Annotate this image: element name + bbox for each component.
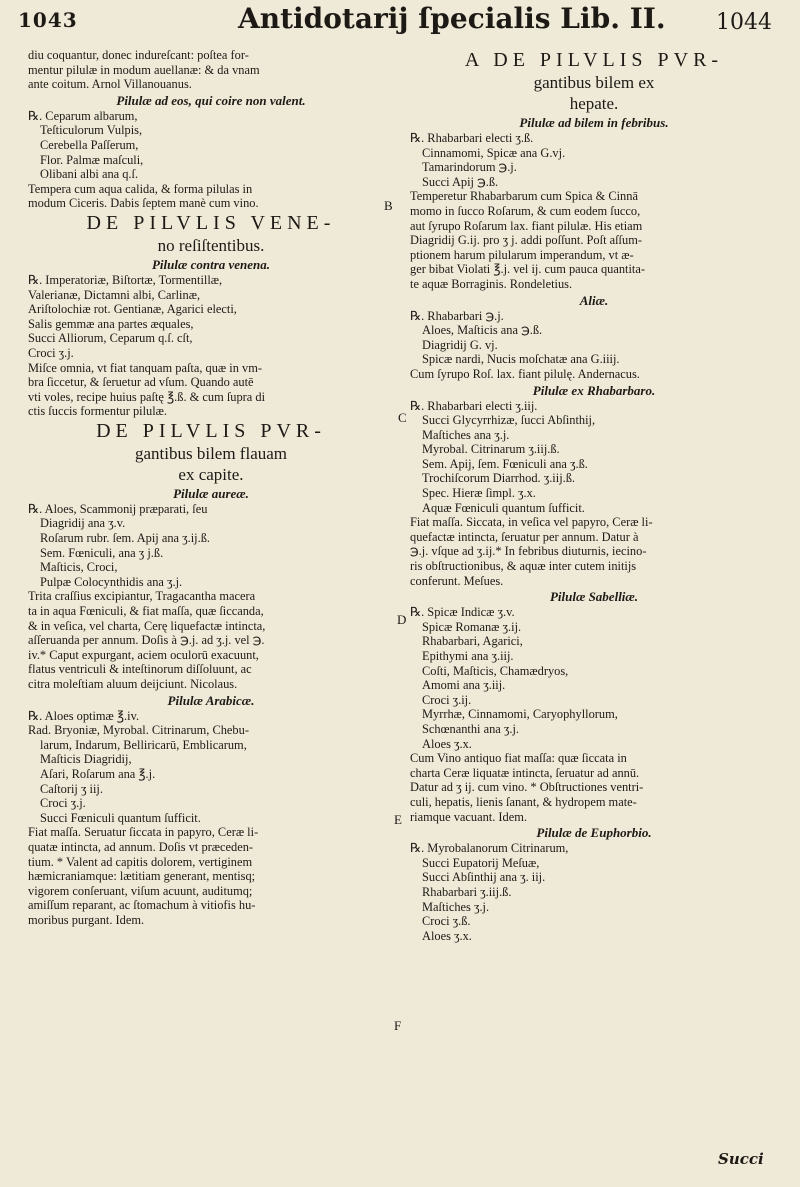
- margin-letter-e: E: [394, 812, 402, 827]
- left-column-line: Tempera cum aqua calida, & forma pilulas in: [28, 181, 253, 196]
- left-column-line: Sem. Fœniculi, ana ʒ j.ß.: [40, 545, 164, 560]
- right-column-line: Croci ʒ.ij.: [422, 692, 472, 707]
- left-column-line: Flor. Palmæ maſculi,: [40, 152, 144, 167]
- right-column-line: Cinnamomi, Spicæ ana G.vj.: [422, 145, 566, 160]
- left-column-line: Pilulæ ad eos, qui coire non valent.: [116, 92, 306, 108]
- left-column-line: ℞. Aloes optimæ ℥.iv.: [28, 708, 140, 723]
- right-column-line: Succi Eupatorij Meſuæ,: [422, 855, 540, 870]
- left-column-line: Trita craſſius excipiantur, Tragacantha macera: [28, 589, 256, 604]
- left-column-line: Diagridij ana ʒ.v.: [40, 516, 126, 531]
- left-column-line: ℞. Ceparum albarum,: [28, 108, 138, 123]
- left-column-line: Maſticis, Croci,: [40, 560, 118, 575]
- right-column-line: hepate.: [569, 94, 619, 113]
- right-column-line: Spec. Hieræ ſimpl. ʒ.x.: [422, 486, 536, 501]
- right-column-line: Pilulæ ad bilem in febribus.: [519, 115, 669, 130]
- right-column-line: Croci ʒ.ß.: [422, 914, 471, 929]
- right-column-line: Aquæ Fœniculi quantum ſufficit.: [422, 500, 585, 515]
- left-column-line: ex capite.: [178, 464, 244, 484]
- right-column-line: Epithymi ana ʒ.iij.: [422, 649, 514, 663]
- left-column-line: tium. * Valent ad capitis dolorem, vertiginem: [28, 854, 253, 869]
- left-column-line: vigorem conſeruant, viſum acuunt, auditumq;: [28, 883, 253, 898]
- left-column-line: ante coitum. Arnol Villanouanus.: [28, 77, 192, 92]
- left-column-line: & in veſica, vel charta, Cerę liquefactæ intincta,: [28, 618, 266, 633]
- right-column-line: Sem. Apij, ſem. Fœniculi ana ʒ.ß.: [422, 456, 588, 471]
- right-column-line: Pilulæ de Euphorbio.: [536, 825, 652, 841]
- right-column-line: riamque vacuant. Idem.: [410, 809, 527, 824]
- right-column-line: Schœnanthi ana ʒ.j.: [422, 721, 520, 736]
- right-column-line: A DE PILVLIS PVR-: [464, 49, 724, 71]
- left-column-line: Pilulæ Arabicæ.: [167, 692, 255, 708]
- right-column-line: Aloes ʒ.x.: [422, 928, 472, 943]
- right-column-line: ℞. Spicæ Indicæ ʒ.v.: [410, 605, 515, 620]
- left-column-line: Pilulæ aureæ.: [173, 485, 249, 501]
- right-column-line: Spicæ Romanæ ʒ.ij.: [422, 619, 522, 634]
- right-column-line: aut ſyrupo Roſarum lax. fiant pilulæ. His etiam: [410, 218, 643, 233]
- left-column-line: Caſtorij ʒ iij.: [40, 781, 103, 796]
- right-column-line: Rhabarbari ʒ.iij.ß.: [422, 884, 512, 899]
- left-column-line: ℞. Aloes, Scammonij præparati, ſeu: [28, 501, 208, 516]
- page-number-left: 1043: [18, 8, 78, 32]
- left-column-line: Roſarum rubr. ſem. Apij ana ʒ.ij.ß.: [40, 531, 210, 546]
- left-column-line: Croci ʒ.j.: [40, 796, 86, 811]
- right-column-line: Myrobal. Citrinarum ʒ.iij.ß.: [422, 442, 560, 457]
- right-column-line: ℞. Rhabarbari ℈.j.: [410, 308, 504, 323]
- right-column-line: Aliæ.: [579, 292, 609, 308]
- left-column-line: hæmicraniamque: lætitiam generant, mentisq;: [28, 869, 256, 884]
- right-column-line: Amomi ana ʒ.iij.: [422, 678, 506, 693]
- right-column-line: Maſtiches ana ʒ.j.: [422, 427, 510, 442]
- right-column-line: Succi Glycyrrhizæ, ſucci Abſinthij,: [422, 413, 596, 428]
- left-column-line: aſſeruanda per annum. Doſis à ℈.j. ad ʒ.j. vel ℈.: [28, 633, 265, 648]
- left-column-line: ctis ſuccis formentur pilulæ.: [28, 404, 168, 419]
- left-column-line: mentur pilulæ in modum auellanæ: & da vnam: [28, 62, 260, 77]
- right-column-line: Fiat maſſa. Siccata, in veſica vel papyro, Ceræ li-: [410, 515, 653, 530]
- right-column-line: Aloes ʒ.x.: [422, 736, 472, 751]
- right-column-line: quefactæ intincta, ſeruatur per annum. Datur à: [410, 529, 639, 544]
- right-column-line: ris obſtructionibus, & aquæ inter cutem initijs: [410, 559, 637, 574]
- left-column-line: larum, Indarum, Belliricarū, Emblicarum,: [40, 737, 247, 752]
- right-column-line: Cum ſyrupo Roſ. lax. fiant pilulę. Andernacus.: [410, 366, 640, 381]
- page-number-right: 1044: [716, 10, 772, 35]
- margin-letter-d: D: [397, 612, 407, 627]
- right-column-line: charta Ceræ liquatæ intincta, ſeruatur ad annū.: [410, 765, 640, 780]
- left-column-line: iv.* Caput expurgant, aciem oculorū exacuunt,: [28, 647, 259, 662]
- left-column-line: Pilulæ contra venena.: [151, 256, 271, 272]
- left-column-line: moribus purgant. Idem.: [28, 912, 145, 927]
- running-title: Antidotarij ſpecialis Lib. II.: [238, 2, 666, 35]
- left-column-line: Olibani albi ana q.ſ.: [40, 167, 139, 182]
- left-column-line: Fiat maſſa. Seruatur ſiccata in papyro, Ceræ li-: [28, 825, 259, 840]
- left-column-line: Pulpæ Colocynthidis ana ʒ.j.: [40, 574, 183, 589]
- right-column-line: Aloes, Maſticis ana ℈.ß.: [422, 323, 543, 338]
- left-column-line: ℞. Imperatoriæ, Biſtortæ, Tormentillæ,: [28, 272, 223, 287]
- right-column-line: te aquæ Borraginis. Rondeletius.: [410, 276, 573, 291]
- right-column-line: Myrrhæ, Cinnamomi, Caryophyllorum,: [422, 707, 618, 722]
- left-column-line: Aſari, Roſarum ana ℥.j.: [40, 766, 156, 781]
- left-column-line: bra ſiccetur, & ſeruetur ad vſum. Quando autē: [28, 375, 254, 390]
- left-column-line: modum Ciceris. Dabis ſeptem manè cum vino.: [28, 196, 259, 211]
- left-column-line: citra moleſtiam aluum deijciunt. Nicolaus.: [28, 677, 238, 691]
- left-column-line: no reſiſtentibus.: [157, 235, 265, 255]
- left-column-line: Ariſtolochiæ rot. Gentianæ, Agarici electi,: [28, 302, 237, 317]
- right-column-line: Pilulæ ex Rhabarbaro.: [532, 382, 656, 398]
- left-column-line: vti voles, recipe huius paſtę ℥.ß. & cum ſupra di: [28, 389, 266, 404]
- page-header: [0, 0, 800, 40]
- left-column-line: ta in aqua Fœniculi, & fiat maſſa, quæ ſiccanda,: [28, 604, 264, 619]
- left-column-line: Teſticulorum Vulpis,: [40, 123, 143, 138]
- margin-letter-c: C: [398, 410, 407, 425]
- right-column-line: Datur ad ʒ ij. cum vino. * Obſtructiones ventri-: [410, 780, 644, 795]
- right-column: [410, 48, 778, 943]
- right-column-line: culi, hepatis, lienis ſanant, & hydropem mate-: [410, 794, 637, 809]
- left-column-line: flatus ventriculi & inteſtinorum diſſoluunt, ac: [28, 662, 252, 677]
- left-column-line: Croci ʒ.j.: [28, 345, 74, 360]
- left-column-line: Valerianæ, Dictamni albi, Carlinæ,: [28, 287, 201, 302]
- right-column-line: conferunt. Meſues.: [410, 573, 504, 588]
- left-column-line: Succi Alliorum, Ceparum q.ſ. cſt,: [28, 331, 193, 346]
- right-column-line: Diagridij G.ij. pro ʒ j. addi poſſunt. Poſt aſſum-: [410, 233, 642, 248]
- right-column-line: Pilulæ Sabelliæ.: [549, 589, 639, 605]
- catchword: Succi: [718, 1150, 764, 1168]
- left-column-line: Rad. Bryoniæ, Myrobal. Citrinarum, Chebu-: [28, 723, 249, 738]
- margin-letter-b: B: [384, 198, 393, 213]
- margin-letter-f: F: [394, 1018, 402, 1033]
- right-column-line: ℞. Rhabarbari electi ʒ.iij.: [410, 398, 538, 413]
- right-column-line: Coſti, Maſticis, Chamædryos,: [422, 663, 569, 678]
- right-column-line: gantibus bilem ex: [533, 73, 655, 92]
- right-column-line: Tamarindorum ℈.j.: [422, 160, 517, 175]
- left-column-line: quatæ intincta, ad annum. Doſis vt præceden-: [28, 839, 254, 854]
- right-column-line: Temperetur Rhabarbarum cum Spica & Cinnā: [410, 189, 638, 204]
- left-column-line: Miſce omnia, vt fiat tanquam paſta, quæ in vm-: [28, 360, 262, 375]
- left-column-line: DE PILVLIS PVR-: [96, 419, 326, 442]
- right-column-line: Succi Abſinthij ana ʒ. iij.: [422, 870, 546, 885]
- right-column-line: Trochiſcorum Diarrhod. ʒ.iij.ß.: [422, 471, 576, 486]
- left-column: [28, 48, 394, 928]
- left-column-line: gantibus bilem flauam: [134, 443, 288, 463]
- right-column-line: Maſtiches ʒ.j.: [422, 899, 490, 914]
- right-column-line: ℞. Myrobalanorum Citrinarum,: [410, 841, 569, 856]
- left-column-line: Maſticis Diagridij,: [40, 752, 132, 767]
- right-column-line: Rhabarbari, Agarici,: [422, 634, 523, 649]
- right-column-line: ger bibat Violati ℥.j. vel ij. cum pauca quantita-: [410, 262, 645, 277]
- left-column-line: Succi Fœniculi quantum ſufficit.: [40, 810, 201, 825]
- right-column-line: Diagridij G. vj.: [422, 337, 498, 352]
- left-column-line: Salis gemmæ ana partes æquales,: [28, 316, 194, 331]
- right-column-line: ptionem harum pilularum imperandum, vt æ-: [410, 247, 634, 262]
- right-column-line: Spicæ nardi, Nucis moſchatæ ana G.iiij.: [422, 352, 620, 367]
- right-column-line: Cum Vino antiquo fiat maſſa: quæ ſiccata in: [410, 751, 627, 766]
- right-column-line: Succi Apij ℈.ß.: [422, 174, 499, 189]
- left-column-line: Cerebella Paſſerum,: [40, 137, 139, 152]
- left-column-line: amiſſum reparant, ac ſtomachum à vitiofis hu-: [28, 898, 256, 913]
- right-column-line: momo in ſucco Roſarum, & cum eodem ſucco,: [410, 203, 641, 218]
- right-column-line: ℞. Rhabarbari electi ʒ.ß.: [410, 131, 534, 145]
- left-column-line: DE PILVLIS VENE-: [86, 211, 336, 234]
- right-column-line: ℈.j. vſque ad ʒ.ij.* In febribus diuturnis, iecino-: [410, 544, 647, 559]
- left-column-line: diu coquantur, donec indureſcant: poſtea for-: [28, 48, 249, 62]
